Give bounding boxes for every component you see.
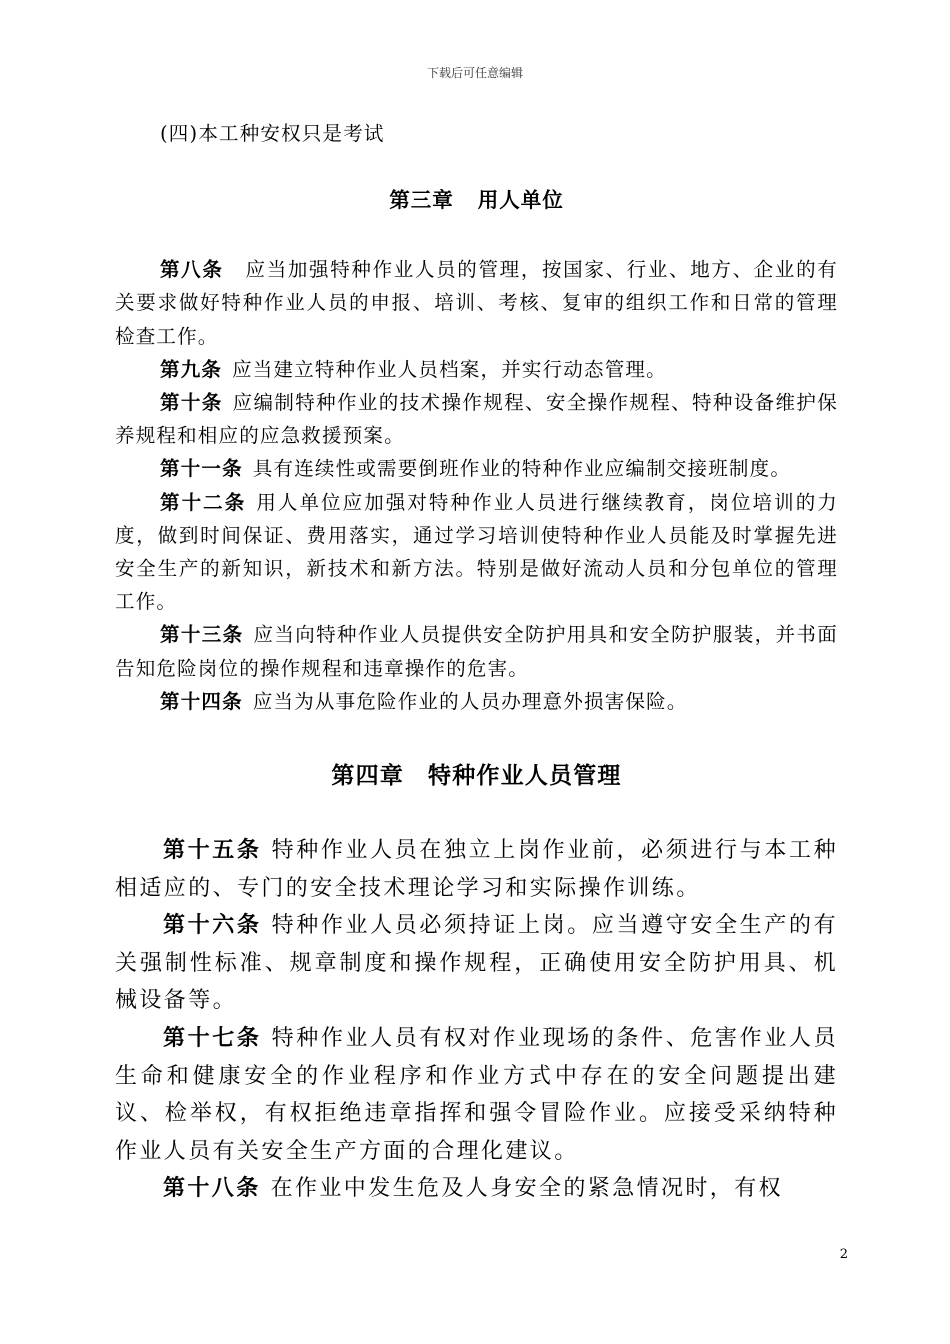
article-11 (115, 452, 838, 485)
article-9 (115, 353, 838, 386)
article-8 (115, 253, 838, 353)
article-text: 应当建立特种作业人员档案，并实行动态管理。 (232, 357, 667, 381)
article-text: 应编制特种作业的技术操作规程、安全操作规程、特种设备维护保养规程和相应的应急救援预案。 (115, 391, 838, 448)
article-text: 应当向特种作业人员提供安全防护用具和安全防护服装，并书面告知危险岗位的操作规程和违章操作的危害。 (115, 623, 838, 680)
article-18 (115, 1170, 838, 1208)
chapter-3-number: 第三章 (389, 188, 454, 213)
article-text: 特种作业人员必须持证上岗。应当遵守安全生产的有关强制性标准、规章制度和操作规程，正确使用安全防护用具、机械设备等。 (115, 913, 838, 1014)
chapter-3-title: 用人单位 (477, 188, 564, 213)
article-label: 第九条 (160, 357, 223, 381)
article-15 (115, 832, 838, 907)
chapter-3-heading (115, 184, 838, 217)
article-16 (115, 907, 838, 1020)
article-label: 第十二条 (160, 490, 247, 514)
article-text: 具有连续性或需要倒班作业的特种作业应编制交接班制度。 (252, 457, 792, 481)
article-10 (115, 386, 838, 452)
article-label: 第十六条 (163, 912, 262, 939)
article-12 (115, 486, 838, 619)
article-17 (115, 1020, 838, 1170)
article-label: 第十四条 (160, 689, 243, 713)
document-body-upper (115, 117, 838, 796)
article-label: 第十三条 (160, 623, 244, 647)
article-label: 第八条 (160, 258, 224, 282)
article-label: 第十七条 (163, 1024, 262, 1051)
article-text: 用人单位应加强对特种作业人员进行继续教育，岗位培训的力度，做到时间保证、费用落实，通过学习培训使特种作业人员能及时掌握先进安全生产的新知识，新技术和新方法。特别是做好流动人员和分包单位的管理工作。 (115, 490, 838, 614)
article-label: 第十五条 (163, 837, 262, 863)
article-text: 在作业中发生危及人身安全的紧急情况时，有权 (270, 1176, 784, 1202)
article-14 (115, 685, 838, 718)
article-label: 第十一条 (160, 457, 243, 481)
chapter-4-heading (115, 756, 838, 796)
article-label: 第十八条 (163, 1175, 261, 1202)
document-body-lower (115, 832, 838, 1208)
chapter-4-title: 特种作业人员管理 (428, 762, 622, 790)
intro-line: (四)本工种安权只是考试 (160, 122, 385, 145)
article-13 (115, 618, 838, 684)
page-number: 2 (839, 1247, 848, 1262)
article-text: 特种作业人员在独立上岗作业前，必须进行与本工种相适应的、专门的安全技术理论学习和实际操作训练。 (115, 838, 838, 901)
article-label: 第十条 (160, 391, 223, 415)
article-text: 应当加强特种作业人员的管理，按国家、行业、地方、企业的有关要求做好特种作业人员的申报、培训、考核、复审的组织工作和日常的管理检查工作。 (115, 258, 838, 348)
article-text: 特种作业人员有权对作业现场的条件、危害作业人员生命和健康安全的作业程序和作业方式中存在的安全问题提出建议、检举权，有权拒绝违章指挥和强令冒险作业。应接受采纳特种作业人员有关安全生产方面的合理化建议。 (115, 1025, 838, 1164)
chapter-4-number: 第四章 (331, 762, 404, 790)
article-text: 应当为从事危险作业的人员办理意外损害保险。 (252, 689, 688, 713)
page-header: 下载后可任意编辑 (426, 66, 523, 80)
